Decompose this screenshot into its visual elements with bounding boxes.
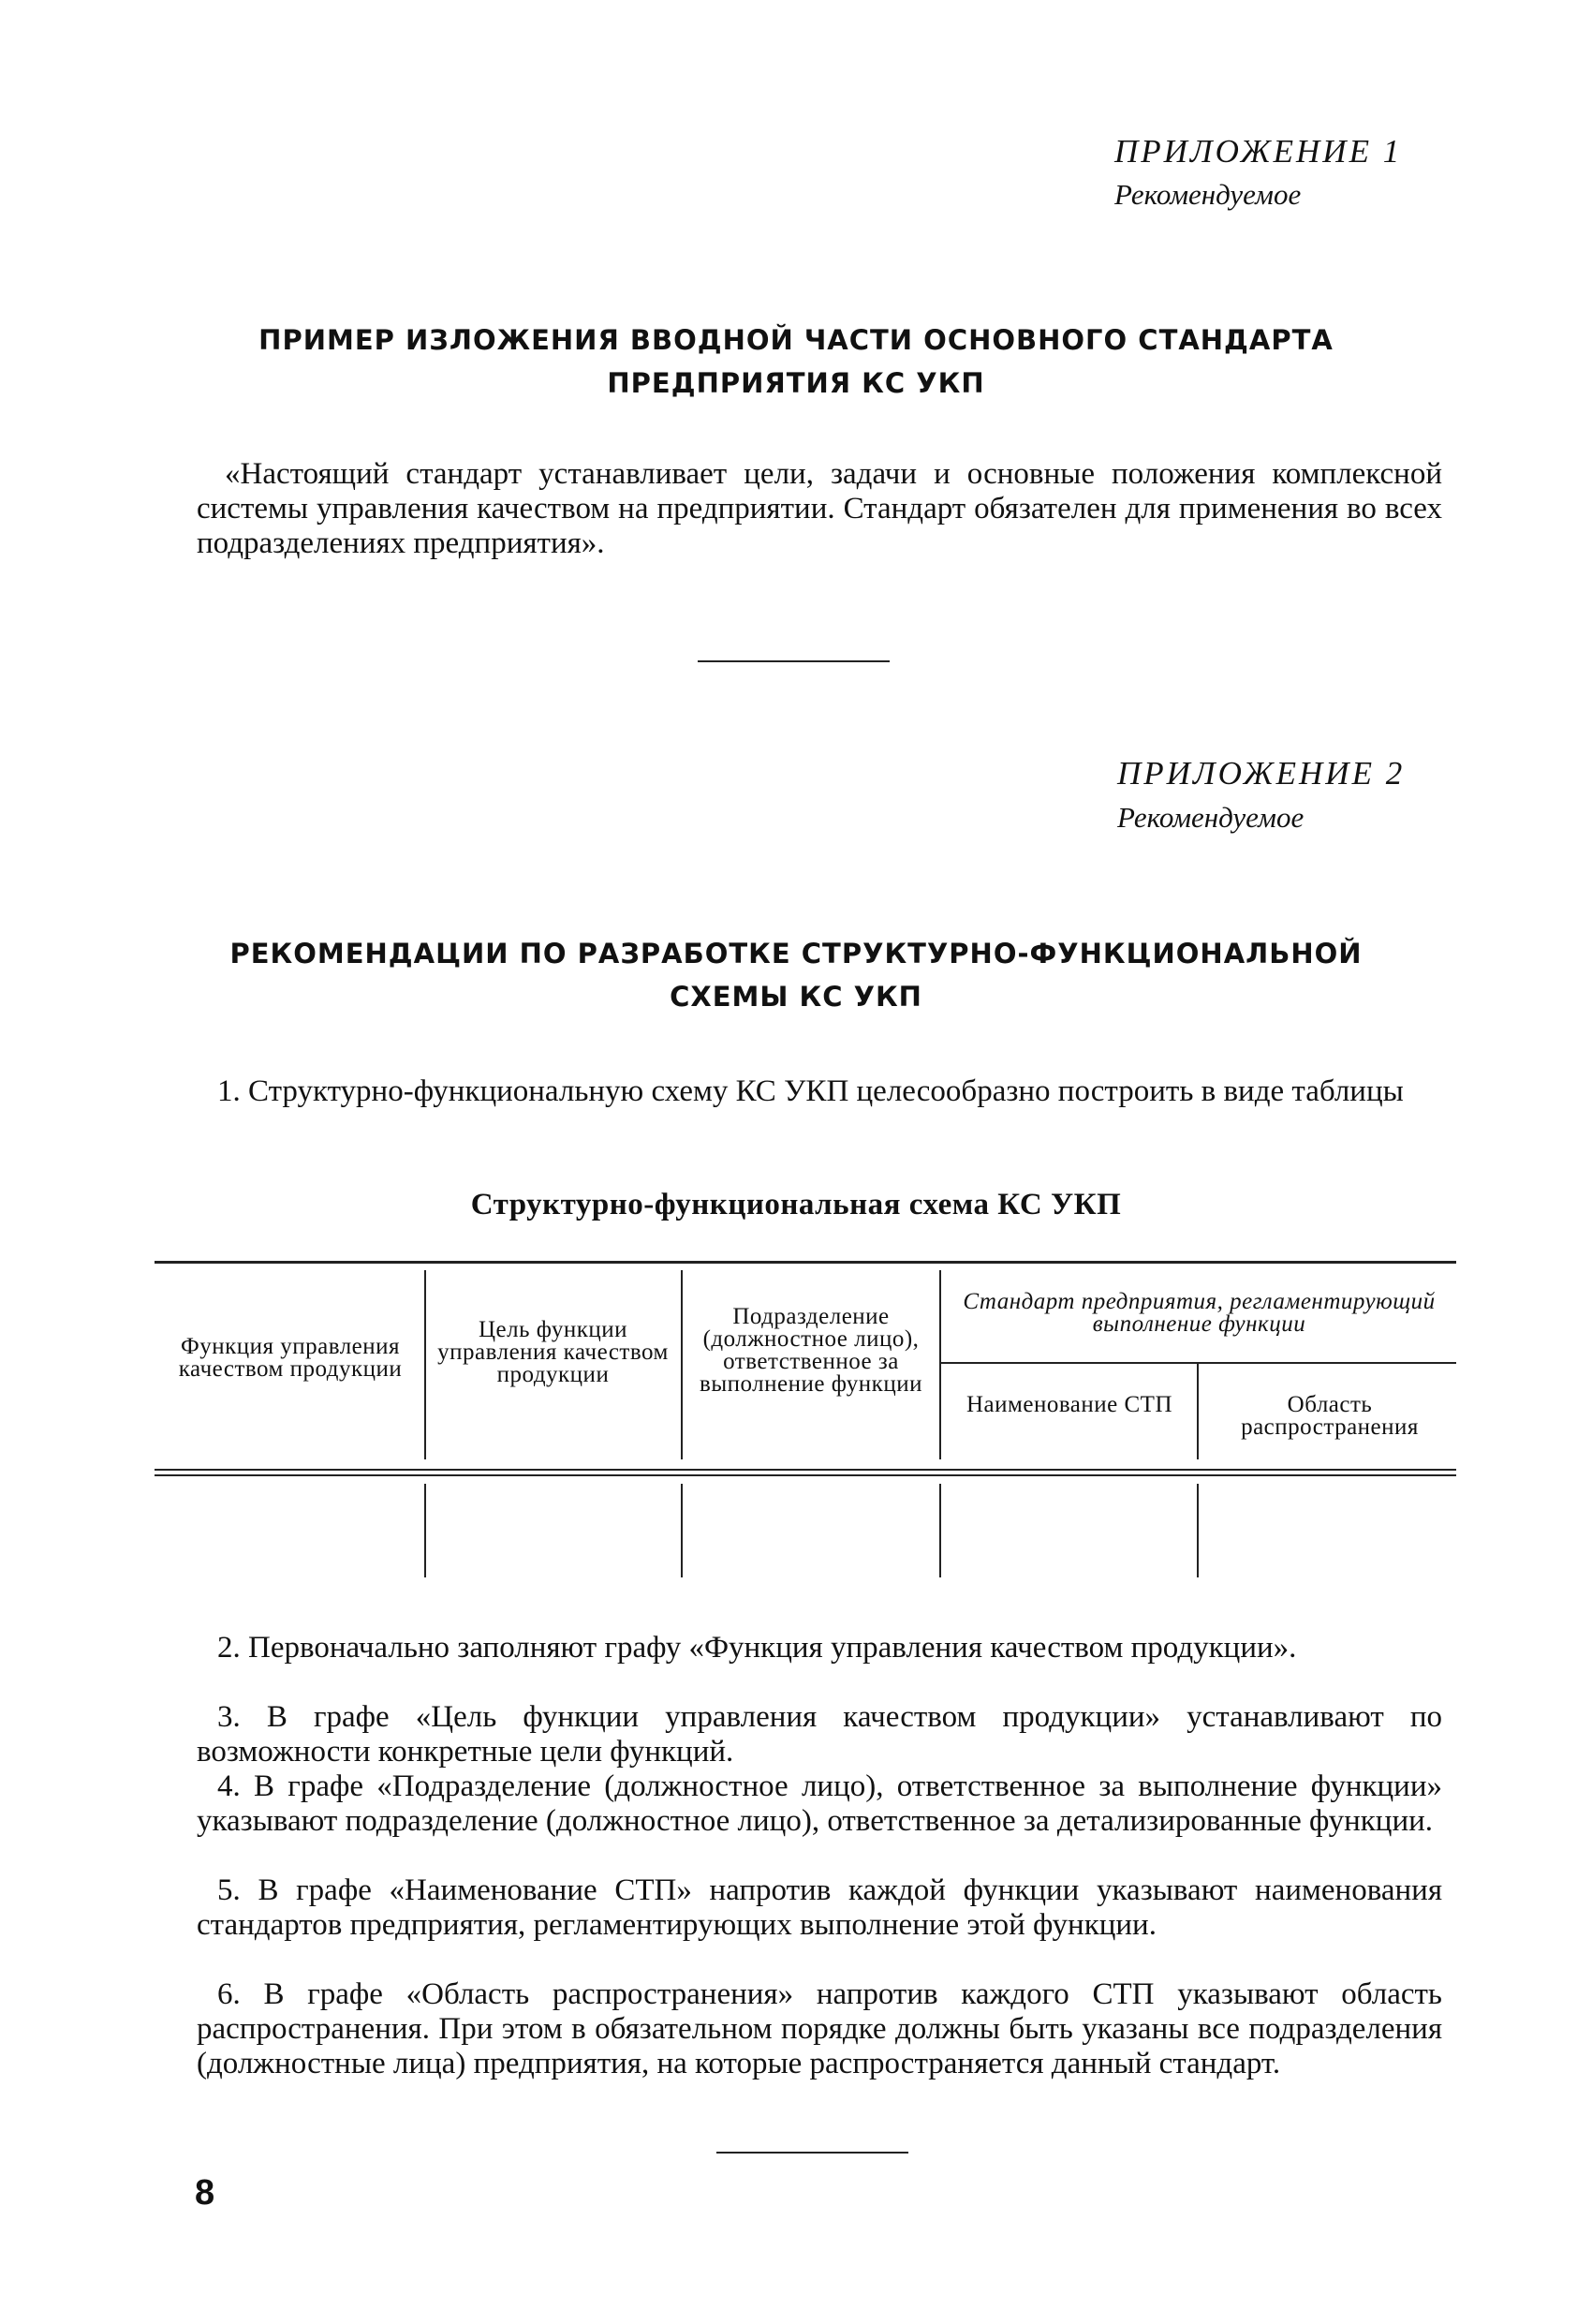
table-col-divider [1197, 1364, 1199, 1459]
appendix2-status: Рекомендуемое [1117, 801, 1305, 834]
item-4: 4. В графе «Подразделение (должностное лицо), ответственное за выполнение функции» указывают подразделение (должностное лицо), ответственное за детализированные функции. [197, 1769, 1442, 1838]
appendix1-paragraph: «Настоящий стандарт устанавливает цели, задачи и основные положения комплексной системы управления качеством на предприятии. Стандарт обязателен для применения во всех подразделениях предприятия». [197, 457, 1442, 560]
table-col-divider [939, 1484, 941, 1577]
table-header-rule-2 [155, 1474, 1456, 1476]
table-col-divider [681, 1484, 683, 1577]
table-header-standard-group: Стандарт предприятия, регламентирующий выполнение функции [963, 1289, 1436, 1337]
appendix2-heading [140, 932, 1452, 1018]
appendix1-heading-line2: ПРЕДПРИЯТИЯ КС УКП [607, 367, 985, 399]
table-header-scope: Область распространения [1241, 1392, 1419, 1440]
appendix1-status: Рекомендуемое [1114, 178, 1302, 211]
table-col-divider [424, 1484, 426, 1577]
table-col-divider [1197, 1484, 1199, 1577]
separator-rule [698, 660, 890, 662]
item-6: 6. В графе «Область распространения» напротив каждого СТП указывают область распространения. При этом в обязательном порядке должны быть указаны все подразделения (должностные лица) предприятия, на которые распространяется данный стандарт. [197, 1977, 1442, 2080]
appendix1-title: ПРИЛОЖЕНИЕ 1 [1114, 133, 1403, 170]
table-col-divider [424, 1270, 426, 1459]
table-header-rule-1 [155, 1469, 1456, 1471]
table-header-department: Подразделение (должностное лицо), ответственное за выполнение функции [700, 1304, 922, 1397]
table-col-divider [681, 1270, 683, 1459]
table-header-goal: Цель функции управления качеством продукции [437, 1317, 669, 1387]
bottom-rule [716, 2152, 908, 2154]
appendix2-heading-line1: РЕКОМЕНДАЦИИ ПО РАЗРАБОТКЕ СТРУКТУРНО-ФУНКЦИОНАЛЬНОЙ [229, 938, 1363, 970]
table-header-stp-name: Наименование СТП [966, 1392, 1172, 1417]
structure-function-table [155, 1261, 1456, 1579]
item-3: 3. В графе «Цель функции управления качеством продукции» устанавливают по возможности конкретные цели функций. [197, 1700, 1442, 1769]
appendix1-heading [140, 318, 1452, 405]
item-2: 2. Первоначально заполняют графу «Функция управления качеством продукции». [217, 1631, 1297, 1665]
appendix2-title: ПРИЛОЖЕНИЕ 2 [1117, 755, 1406, 792]
appendix2-heading-line2: СХЕМЫ КС УКП [670, 981, 922, 1013]
table-col-divider [939, 1270, 941, 1459]
table-top-rule [155, 1261, 1456, 1264]
item-1: 1. Структурно-функциональную схему КС УКП целесообразно построить в виде таблицы [217, 1074, 1404, 1108]
item-5: 5. В графе «Наименование СТП» напротив каждой функции указывают наименования стандартов предприятия, регламентирующих выполнение этой функции. [197, 1873, 1442, 1942]
table-title: Структурно-функциональная схема КС УКП [470, 1188, 1122, 1221]
page-number: 8 [195, 2173, 215, 2213]
table-header-function: Функция управления качеством продукции [178, 1334, 403, 1382]
appendix1-heading-line1: ПРИМЕР ИЗЛОЖЕНИЯ ВВОДНОЙ ЧАСТИ ОСНОВНОГО СТАНДАРТА [258, 324, 1334, 356]
